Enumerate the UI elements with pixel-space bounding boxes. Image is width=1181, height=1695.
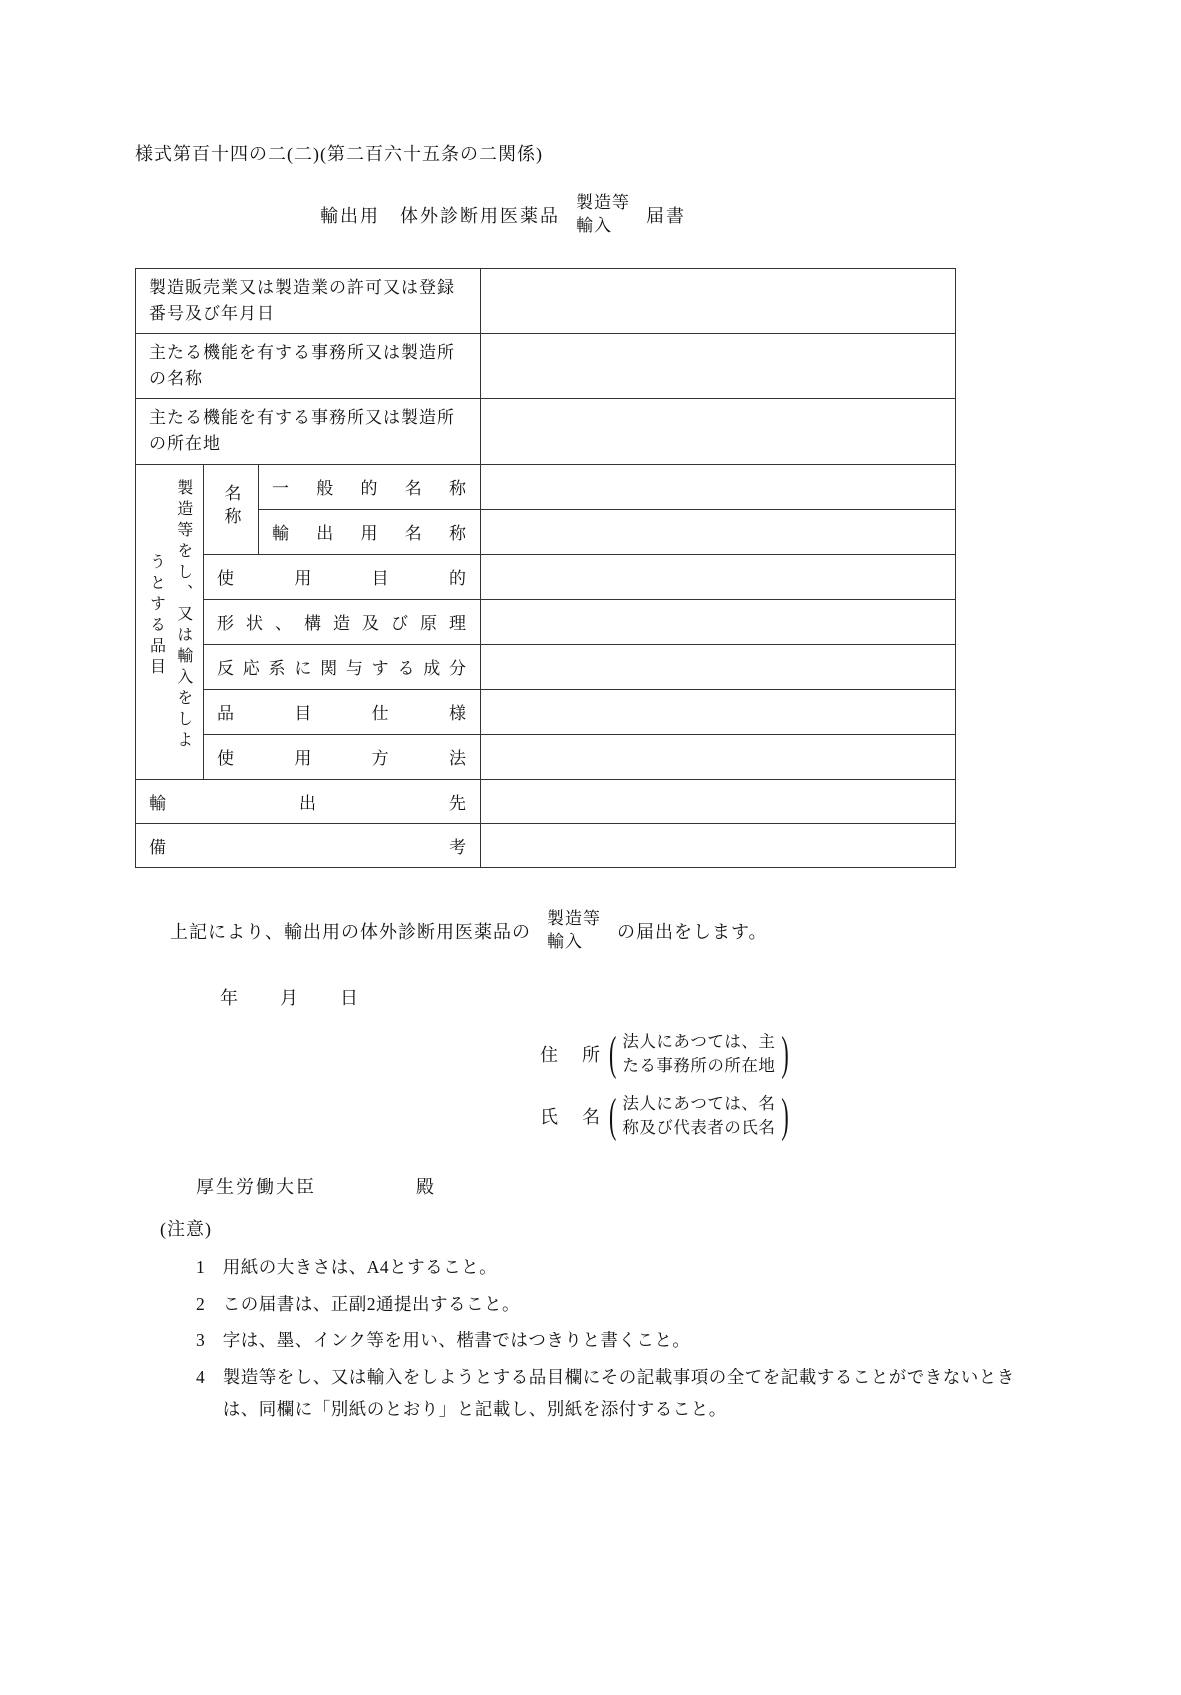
generic-name-cell [481,464,956,509]
items-group-label: 製造等をし、又は輸入をしようとする品目 [136,464,204,779]
address-note-line1: 法人にあつては、主 [622,1031,776,1051]
name-label: 氏 名 [540,1106,603,1127]
export-name-label: 輸出用名称 [259,509,481,554]
export-name-cell [481,509,956,554]
shape-structure-label: 形状、構造及び原理 [204,599,481,644]
note-item-3 [196,1324,1126,1356]
title-left: 輸出用 体外診断用医薬品 [320,205,560,226]
form-number: 様式第百十四の二(二)(第二百六十五条の二関係) [135,144,543,164]
declaration-stack-top: 製造等 [547,908,601,928]
office-name-cell [481,333,956,398]
item-spec-label: 品目仕様 [204,689,481,734]
office-name-label: 主たる機能を有する事務所又は製造所の名称 [136,333,481,398]
name-paren-close: ) [781,1087,789,1142]
address-paren-close: ) [781,1025,789,1080]
declaration-before: 上記により、輸出用の体外診断用医薬品の [170,921,531,942]
note-item-2 [196,1288,1126,1320]
declaration-stack [547,908,601,954]
name-note [622,1092,775,1140]
usage-cell [481,734,956,779]
address-note [622,1030,775,1078]
note-text: 製造等をし、又は輸入をしようとする品目欄にその記載事項の全てを記載することができないときは、同欄に「別紙のとおり」と記載し、別紙を添付すること。 [222,1366,1015,1419]
office-address-cell [481,398,956,464]
generic-name-label: 一般的名称 [259,464,481,509]
name-row [540,1087,1126,1142]
name-note-line2: 称及び代表者の氏名 [622,1117,776,1137]
declaration-sentence [170,908,1126,954]
shape-structure-cell [481,599,956,644]
note-item-4 [196,1361,1126,1426]
date-line: 年 月 日 [220,987,360,1008]
office-address-label: 主たる機能を有する事務所又は製造所の所在地 [136,398,481,464]
form-table [135,268,956,868]
declaration-stack-bottom: 輸入 [547,931,583,951]
note-number: 1 [196,1257,205,1278]
note-text: 字は、墨、インク等を用い、楷書ではつきりと書くこと。 [222,1330,691,1351]
intended-use-label: 使用目的 [204,554,481,599]
reaction-components-label: 反応系に関与する成分 [204,644,481,689]
address-note-line2: たる事務所の所在地 [622,1055,776,1075]
license-number-label: 製造販売業又は製造業の許可又は登録番号及び年月日 [136,268,481,333]
remarks-label: 備考 [136,823,481,867]
license-number-cell [481,268,956,333]
recipient-honorific: 殿 [416,1177,436,1198]
recipient-line [196,1173,1126,1199]
note-number: 3 [196,1330,205,1351]
title-stack [576,192,630,238]
note-number: 4 [196,1366,205,1387]
export-destination-label: 輸出先 [136,779,481,823]
note-text: この届書は、正副2通提出すること。 [222,1293,520,1314]
note-number: 2 [196,1293,205,1314]
title-stack-top: 製造等 [576,193,630,212]
export-destination-cell [481,779,956,823]
intended-use-cell [481,554,956,599]
recipient-title: 厚生労働大臣 [196,1177,316,1198]
name-note-line1: 法人にあつては、名 [622,1093,776,1113]
name-group-label: 名称 [204,464,259,554]
remarks-cell [481,823,956,867]
address-row [540,1025,1126,1080]
name-paren-open: ( [609,1087,617,1142]
title-right: 届書 [646,205,686,226]
note-text: 用紙の大きさは、A4とすること。 [222,1257,498,1278]
note-item-1 [196,1251,1126,1283]
notes-heading: (注意) [160,1219,212,1240]
declaration-after: の届出をします。 [617,921,768,942]
title-stack-bottom: 輸入 [576,215,612,235]
document-title [320,192,1126,238]
address-paren-open: ( [609,1025,617,1080]
address-label: 住 所 [540,1044,603,1065]
reaction-components-cell [481,644,956,689]
item-spec-cell [481,689,956,734]
notes-list [196,1251,1126,1425]
usage-label: 使用方法 [204,734,481,779]
